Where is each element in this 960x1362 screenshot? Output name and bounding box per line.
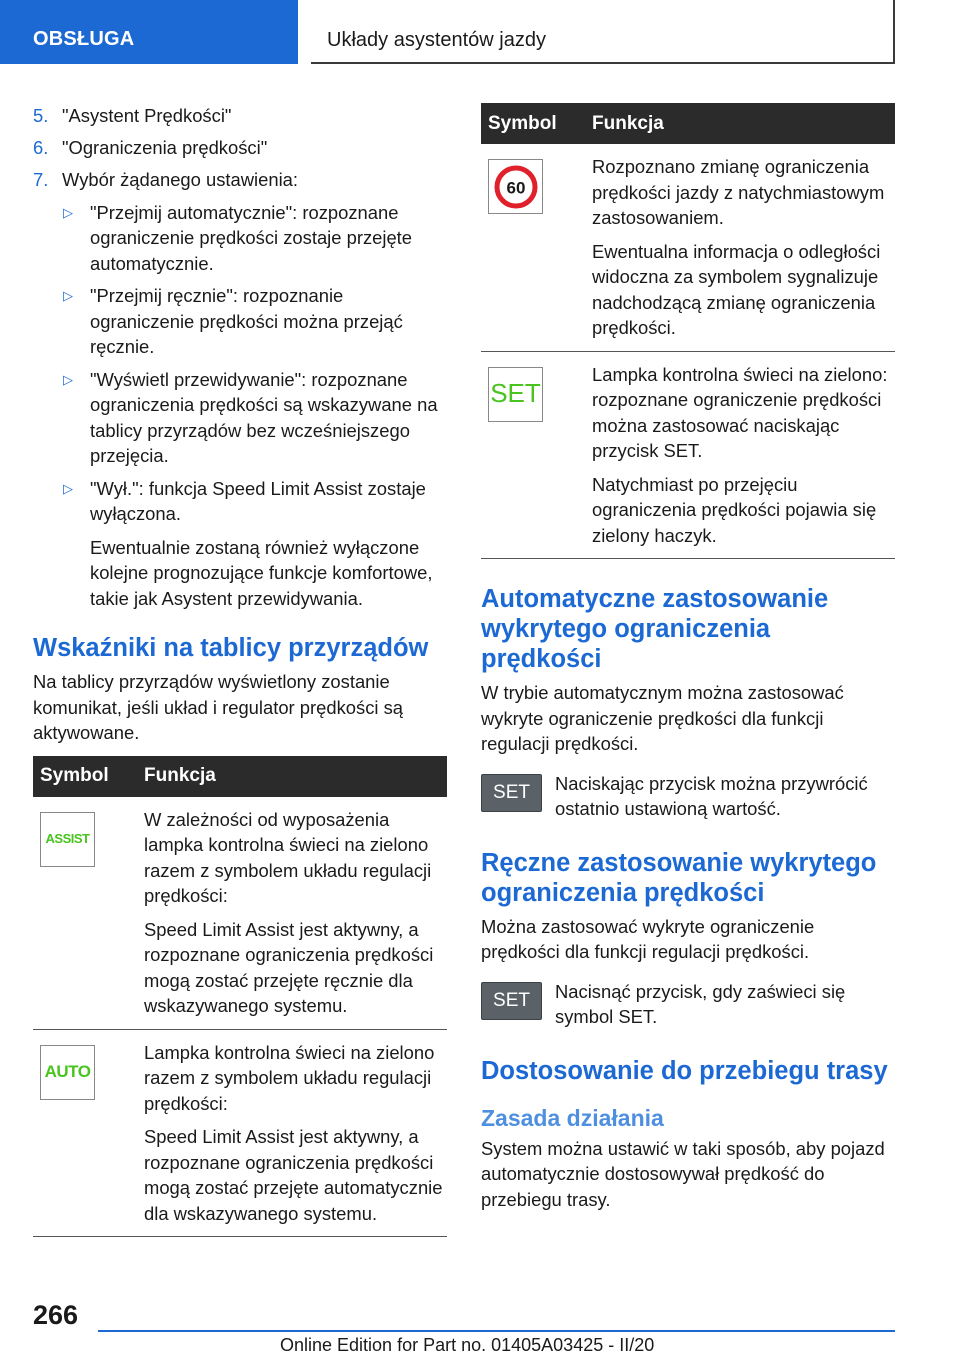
function-text: Natychmiast po przejęciu ograniczenia prędkości pojawia się zielony haczyk. — [592, 473, 877, 546]
list-item — [33, 135, 447, 161]
function-text: Lampka kontrolna świeci na zielono: rozpoznane ograniczenie prędkości można zastosować naciskając przycisk SET. — [592, 363, 888, 461]
set-button-icon: SET — [481, 982, 542, 1020]
bullet-item — [33, 476, 447, 527]
list-item — [33, 167, 447, 193]
list-number: 5. — [33, 105, 49, 126]
speed-limit-value: 60 — [506, 178, 525, 197]
function-column-header: Funkcja — [592, 103, 895, 144]
subsection-heading: Zasada działania — [481, 1104, 664, 1131]
indicator-table — [481, 103, 895, 559]
bullet-item — [33, 200, 447, 277]
footer-divider — [98, 1330, 895, 1332]
triangle-bullet-icon: ▷ — [63, 480, 73, 496]
list-text: "Asystent Prędkości" — [62, 105, 232, 126]
button-text: Nacisnąć przycisk, gdy zaświeci się symbol SET. — [555, 980, 846, 1027]
set-button-icon: SET — [481, 774, 542, 812]
function-column-header: Funkcja — [144, 756, 447, 797]
function-text: Speed Limit Assist jest aktywny, a rozpoznane ograniczenia prędkości mogą zostać przejęte automatycznie dla wskazywanego systemu. — [144, 1126, 443, 1224]
symbol-cell — [481, 351, 592, 559]
list-item — [33, 103, 447, 129]
left-column — [33, 103, 447, 1237]
list-text: Wybór żądanego ustawienia: — [62, 169, 298, 190]
button-description — [481, 979, 895, 1030]
function-text: Rozpoznano zmianę ograniczenia prędkości jazdy z natychmiastowym zastosowaniem. — [592, 156, 885, 228]
triangle-bullet-icon: ▷ — [63, 204, 73, 220]
auto-indicator-icon — [40, 1045, 95, 1100]
bullet-text: "Przejmij automatycznie": rozpoznane ograniczenie prędkości zostaje przejęte automatycznie. — [90, 201, 413, 274]
button-description — [481, 771, 895, 822]
symbol-cell — [33, 1029, 144, 1237]
icon-label: SET — [490, 378, 541, 409]
table-row — [481, 144, 895, 351]
chapter-title: OBSŁUGA — [33, 28, 135, 50]
function-cell — [592, 144, 895, 351]
function-cell — [144, 1029, 447, 1237]
table-header-row — [33, 756, 447, 797]
section-heading: Automatyczne zastosowanie wykrytego ograniczenia prędkości — [481, 585, 829, 673]
icon-label: ASSIST — [45, 831, 90, 847]
assist-indicator-icon — [40, 812, 95, 867]
section-text: System można ustawić w taki sposób, aby pojazd automatycznie dostosowywał prędkość do przebiegu trasy. — [481, 1137, 885, 1210]
section-header — [311, 0, 895, 64]
section-heading: Wskaźniki na tablicy przyrządów — [33, 634, 429, 662]
right-column — [481, 103, 895, 1212]
symbol-column-header: Symbol — [33, 756, 144, 797]
speed-limit-sign-graphic — [494, 165, 538, 209]
page-number: 266 — [33, 1300, 79, 1330]
table-row — [481, 351, 895, 559]
function-text: Lampka kontrolna świeci na zielono razem z symbolem układu regulacji prędkości: — [144, 1041, 435, 1114]
section-title: Układy asystentów jazdy — [327, 29, 546, 51]
symbol-cell — [481, 144, 592, 351]
speed-limit-sign-icon — [488, 159, 543, 214]
function-text: Speed Limit Assist jest aktywny, a rozpoznane ograniczenia prędkości mogą zostać przejęte ręcznie dla wskazywanego systemu. — [144, 918, 434, 1016]
bullet-item — [33, 367, 447, 469]
list-number: 6. — [33, 137, 49, 158]
function-cell — [592, 351, 895, 559]
section-intro: Można zastosować wykryte ograniczenie prędkości dla funkcji regulacji prędkości. — [481, 915, 815, 962]
function-text: Ewentualna informacja o odległości widoczna za symbolem sygnalizuje nadchodzącą zmianę ograniczenia prędkości. — [592, 240, 881, 338]
table-header-row — [481, 103, 895, 144]
function-cell — [144, 797, 447, 1030]
indicator-table — [33, 756, 447, 1238]
button-text: Naciskając przycisk można przywrócić ostatnio ustawioną wartość. — [555, 772, 868, 819]
bullet-item — [33, 283, 447, 360]
section-heading: Ręczne zastosowanie wykrytego ograniczenia prędkości — [481, 848, 877, 907]
table-row — [33, 797, 447, 1030]
symbol-column-header: Symbol — [481, 103, 592, 144]
section-intro: Na tablicy przyrządów wyświetlony zostanie komunikat, jeśli układ i regulator prędkości są aktywowane. — [33, 671, 404, 743]
triangle-bullet-icon: ▷ — [63, 288, 73, 303]
symbol-cell — [33, 797, 144, 1030]
table-row — [33, 1029, 447, 1237]
section-heading: Dostosowanie do przebiegu trasy — [481, 1056, 888, 1085]
function-text: W zależności od wyposażenia lampka kontrolna świeci na zielono razem z symbolem układu regulacji prędkości: — [144, 808, 432, 906]
bullet-text: "Przejmij ręcznie": rozpoznanie ograniczenie prędkości można przejąć ręcznie. — [90, 285, 403, 357]
list-text: "Ograniczenia prędkości" — [62, 137, 268, 158]
triangle-bullet-icon: ▷ — [63, 371, 73, 387]
bullet-text: "Wył.": funkcja Speed Limit Assist zostaje wyłączona. — [90, 477, 426, 524]
bullet-text: "Wyświetl przewidywanie": rozpoznane ograniczenia prędkości są wskazywane na tablicy przyrządów bez wcześniejszego przejęcia. — [90, 368, 438, 466]
section-intro: W trybie automatycznym można zastosować wykryte ograniczenie prędkości dla funkcji regulacji prędkości. — [481, 682, 844, 754]
icon-label: AUTO — [44, 1062, 91, 1082]
list-number: 7. — [33, 169, 49, 190]
bullet-note: Ewentualnie zostaną również wyłączone kolejne prognozujące funkcje komfortowe, takie jak Asystent przewidywania. — [90, 536, 433, 609]
set-indicator-icon — [488, 367, 543, 422]
chapter-tab — [0, 0, 298, 64]
edition-note: Online Edition for Part no. 01405A03425 - II/20 — [280, 1335, 655, 1355]
